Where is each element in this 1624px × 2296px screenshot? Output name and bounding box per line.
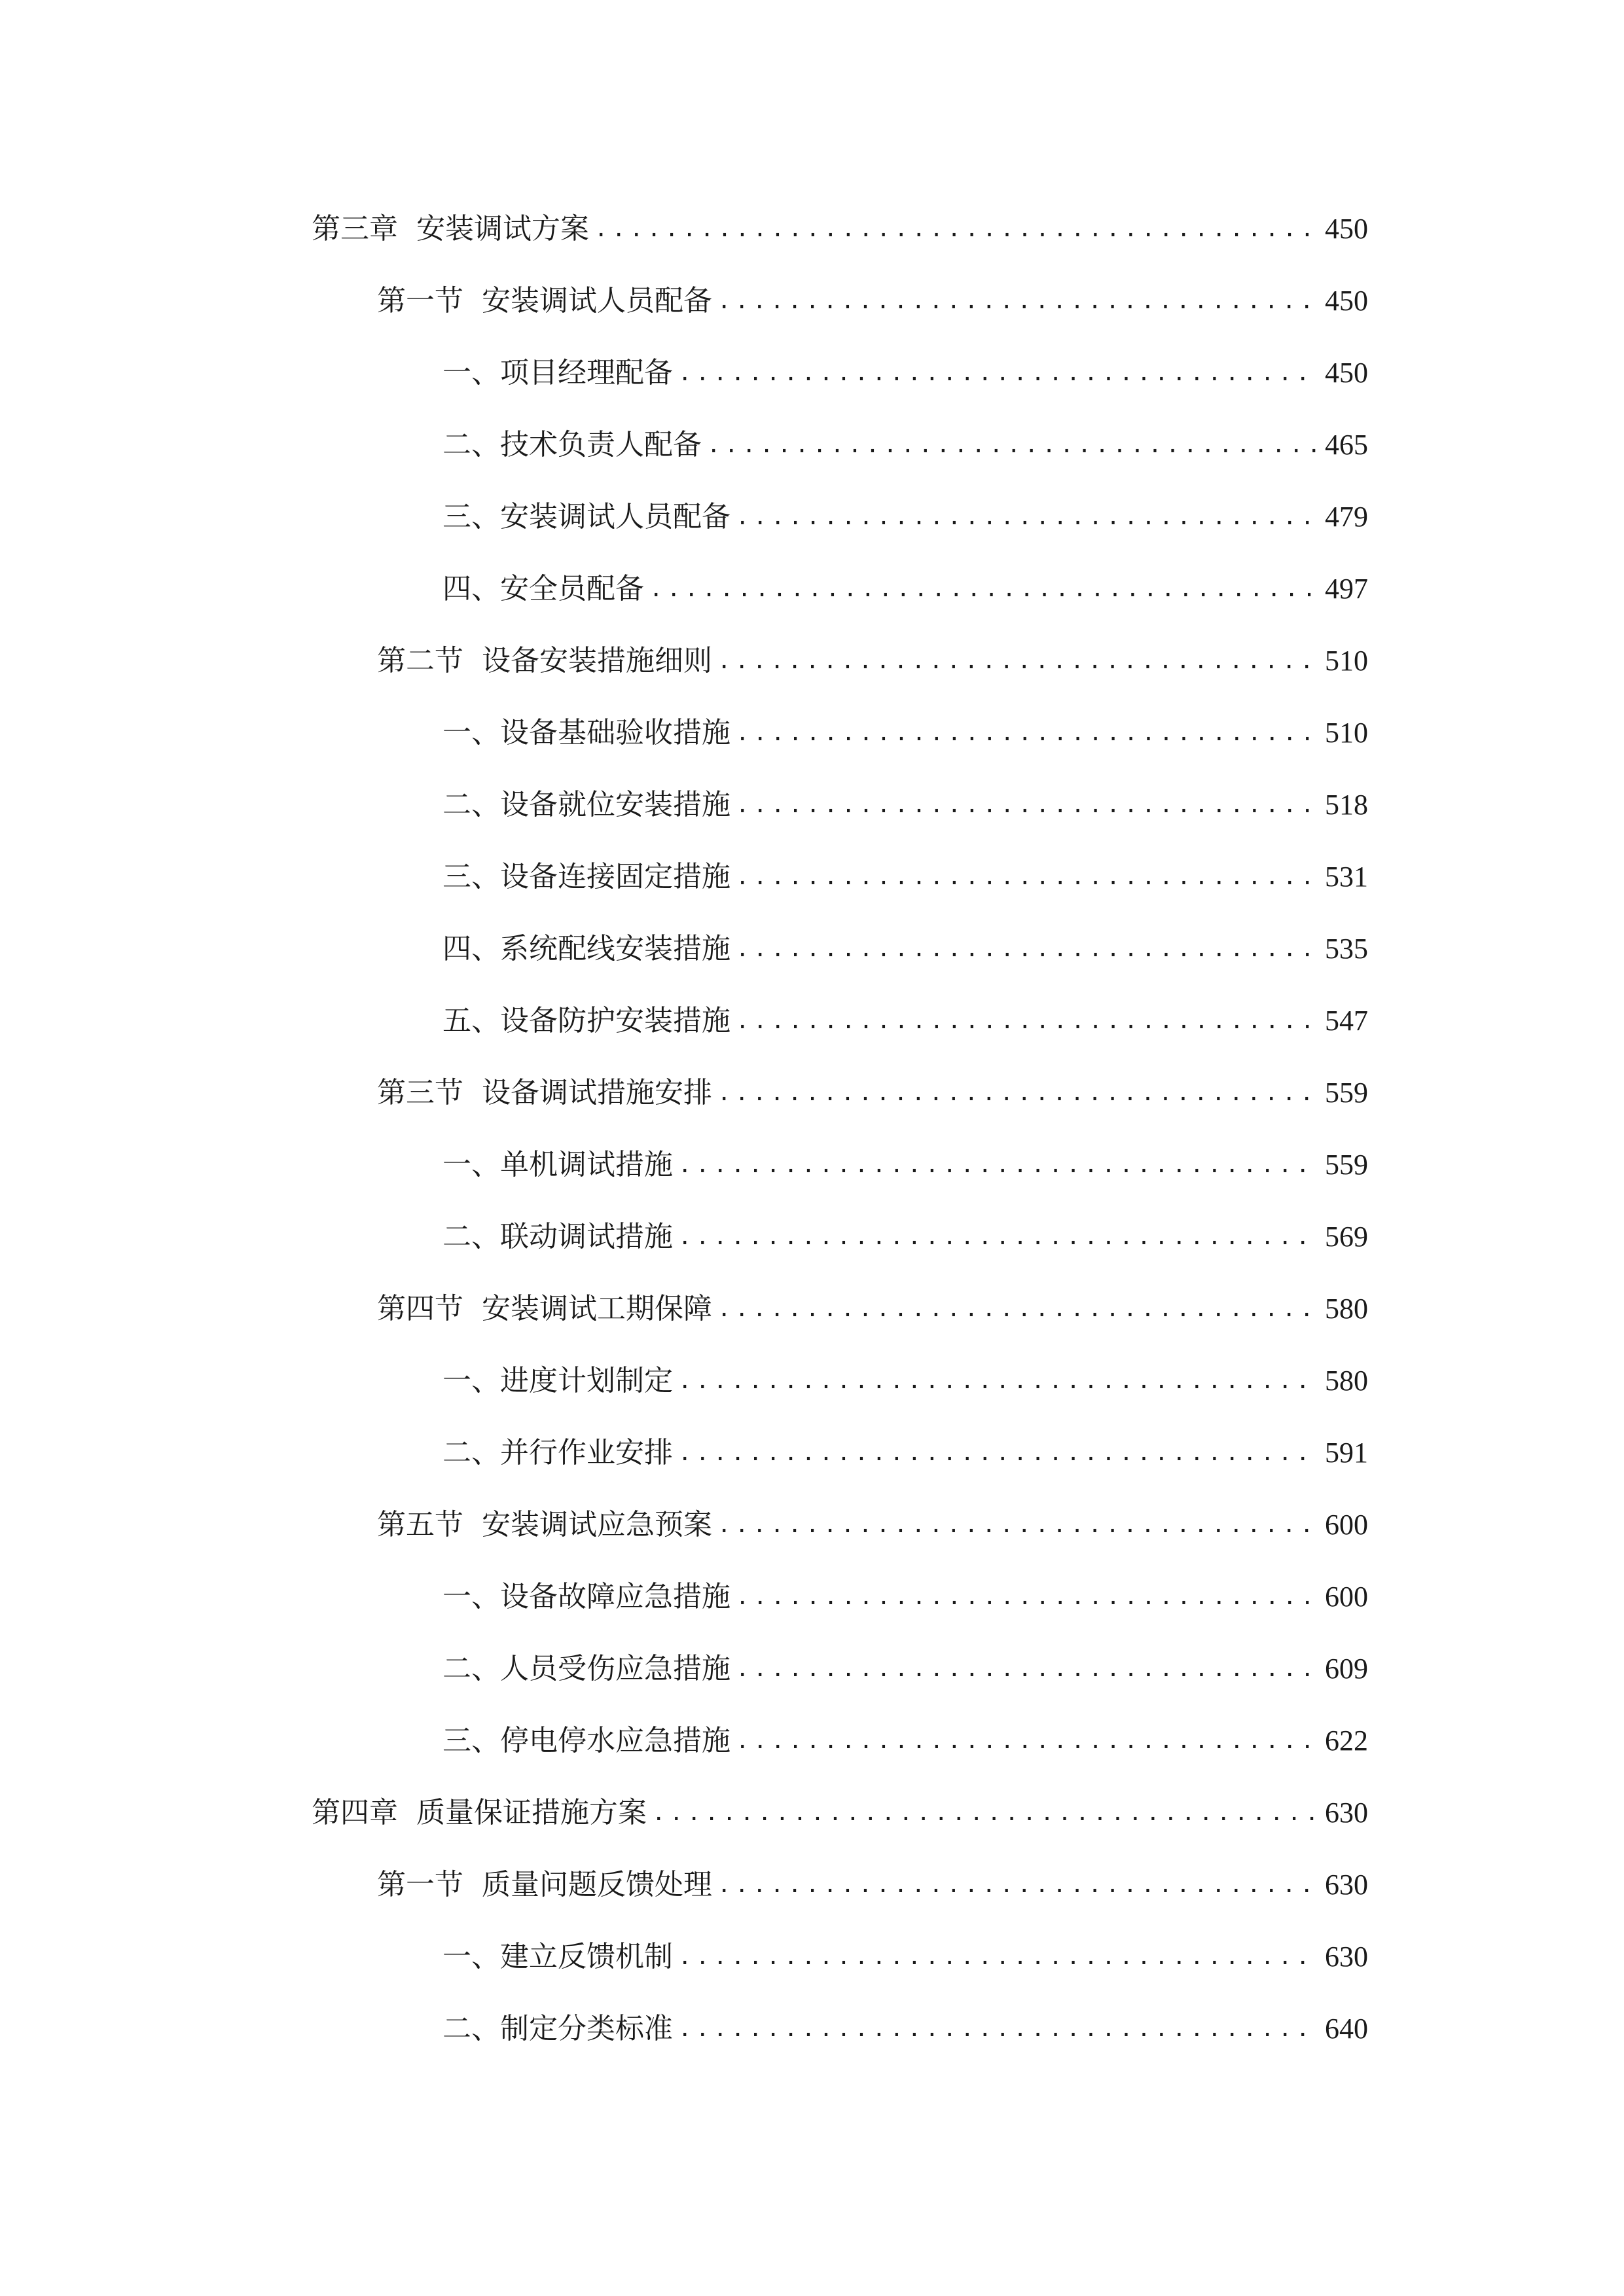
- dot-leader: [736, 1715, 1316, 1767]
- toc-entry-number: 二、: [442, 2012, 500, 2045]
- toc-entry-title: 设备安装措施细则: [482, 644, 712, 677]
- toc-entry-subsection[interactable]: [442, 923, 1368, 975]
- toc-entry-title: 进度计划制定: [500, 1364, 673, 1397]
- toc-row: [0, 1643, 1624, 1695]
- toc-entry-section[interactable]: [377, 275, 1368, 327]
- toc-entry-title: 质量问题反馈处理: [482, 1868, 712, 1901]
- toc-entry-number: 一、: [442, 1940, 500, 1973]
- toc-row: [0, 1787, 1624, 1839]
- dot-leader: [736, 923, 1316, 975]
- toc-entry-subsection[interactable]: [442, 851, 1368, 903]
- toc-row: [0, 275, 1624, 327]
- toc-entry-subsection[interactable]: [442, 707, 1368, 759]
- toc-entry-page-number: 518: [1325, 789, 1368, 821]
- toc-entry-number: 一、: [442, 1148, 500, 1181]
- toc-entry-page-number: 559: [1325, 1077, 1368, 1109]
- toc-entry-number: 第一节: [377, 284, 463, 317]
- toc-row: [0, 1499, 1624, 1551]
- toc-entry-page-number: 569: [1325, 1221, 1368, 1253]
- toc-entry-number: 二、: [442, 788, 500, 821]
- dot-leader: [678, 1355, 1316, 1407]
- toc-row: [0, 635, 1624, 687]
- toc-row: [0, 1283, 1624, 1335]
- toc-entry-page-number: 580: [1325, 1365, 1368, 1397]
- dot-leader: [678, 1211, 1316, 1263]
- dot-leader: [678, 1139, 1316, 1191]
- toc-entry-section[interactable]: [377, 1283, 1368, 1335]
- toc-entry-page-number: 547: [1325, 1005, 1368, 1037]
- toc-entry-page-number: 535: [1325, 933, 1368, 965]
- toc-entry-subsection[interactable]: [442, 1211, 1368, 1263]
- toc-entry-section[interactable]: [377, 635, 1368, 687]
- toc-entry-page-number: 531: [1325, 861, 1368, 893]
- toc-entry-number: 四、: [442, 932, 500, 965]
- toc-entry-subsection[interactable]: [442, 1139, 1368, 1191]
- dot-leader: [736, 1571, 1316, 1623]
- toc-entry-chapter[interactable]: [312, 1787, 1368, 1839]
- toc-entry-page-number: 450: [1325, 357, 1368, 389]
- toc-entry-title: 建立反馈机制: [500, 1940, 673, 1973]
- toc-row: [0, 707, 1624, 759]
- toc-row: [0, 1859, 1624, 1911]
- toc-entry-number: 二、: [442, 1220, 500, 1253]
- toc-entry-title: 系统配线安装措施: [500, 932, 731, 965]
- dot-leader: [736, 707, 1316, 759]
- toc-entry-number: 第五节: [377, 1508, 463, 1541]
- toc-entry-number: 二、: [442, 1652, 500, 1685]
- toc-entry-page-number: 479: [1325, 501, 1368, 533]
- toc-row: [0, 491, 1624, 543]
- toc-entry-subsection[interactable]: [442, 1571, 1368, 1623]
- dot-leader: [707, 419, 1316, 471]
- toc-entry-page-number: 450: [1325, 213, 1368, 245]
- toc-entry-page-number: 465: [1325, 429, 1368, 461]
- toc-entry-subsection[interactable]: [442, 419, 1368, 471]
- toc-entry-page-number: 630: [1325, 1797, 1368, 1829]
- toc-entry-page-number: 510: [1325, 717, 1368, 749]
- dot-leader: [649, 563, 1316, 615]
- toc-entry-section[interactable]: [377, 1067, 1368, 1119]
- dot-leader: [678, 2003, 1316, 2055]
- toc-row: [0, 2003, 1624, 2055]
- toc-row: [0, 1067, 1624, 1119]
- toc-entry-number: 三、: [442, 1724, 500, 1757]
- toc-row: [0, 1427, 1624, 1479]
- toc-entry-title: 安装调试应急预案: [482, 1508, 712, 1541]
- toc-entry-page-number: 591: [1325, 1437, 1368, 1469]
- toc-entry-title: 制定分类标准: [500, 2012, 673, 2045]
- toc-row: [0, 419, 1624, 471]
- toc-entry-subsection[interactable]: [442, 995, 1368, 1047]
- dot-leader: [717, 1499, 1316, 1551]
- dot-leader: [717, 275, 1316, 327]
- dot-leader: [736, 491, 1316, 543]
- toc-entry-subsection[interactable]: [442, 2003, 1368, 2055]
- toc-entry-number: 一、: [442, 356, 500, 389]
- toc-entry-number: 二、: [442, 428, 500, 461]
- dot-leader: [717, 1067, 1316, 1119]
- toc-entry-title: 单机调试措施: [500, 1148, 673, 1181]
- toc-row: [0, 995, 1624, 1047]
- toc-entry-title: 质量保证措施方案: [416, 1796, 647, 1829]
- toc-entry-title: 安装调试人员配备: [482, 284, 712, 317]
- toc-entry-title: 安装调试方案: [416, 212, 589, 245]
- toc-entry-number: 第三章: [312, 212, 398, 245]
- toc-entry-title: 设备基础验收措施: [500, 716, 731, 749]
- toc-row: [0, 1715, 1624, 1767]
- toc-entry-page-number: 600: [1325, 1509, 1368, 1541]
- toc-row: [0, 851, 1624, 903]
- dot-leader: [736, 995, 1316, 1047]
- toc-entry-title: 项目经理配备: [500, 356, 673, 389]
- toc-entry-page-number: 609: [1325, 1653, 1368, 1685]
- toc-row: [0, 1931, 1624, 1983]
- toc-entry-number: 二、: [442, 1436, 500, 1469]
- toc-entry-title: 停电停水应急措施: [500, 1724, 731, 1757]
- toc-entry-title: 安装调试人员配备: [500, 500, 731, 533]
- toc-entry-title: 设备防护安装措施: [500, 1004, 731, 1037]
- toc-entry-subsection[interactable]: [442, 347, 1368, 399]
- toc-row: [0, 203, 1624, 255]
- toc-entry-title: 人员受伤应急措施: [500, 1652, 731, 1685]
- toc-entry-subsection[interactable]: [442, 491, 1368, 543]
- toc-entry-number: 三、: [442, 500, 500, 533]
- toc-entry-page-number: 630: [1325, 1941, 1368, 1973]
- toc-entry-section[interactable]: [377, 1859, 1368, 1911]
- toc-entry-title: 设备故障应急措施: [500, 1580, 731, 1613]
- dot-leader: [736, 851, 1316, 903]
- toc-entry-page-number: 580: [1325, 1293, 1368, 1325]
- toc-entry-number: 一、: [442, 1364, 500, 1397]
- dot-leader: [594, 203, 1316, 255]
- dot-leader: [717, 635, 1316, 687]
- toc-entry-page-number: 510: [1325, 645, 1368, 677]
- toc-entry-number: 第二节: [377, 644, 463, 677]
- toc-entry-page-number: 600: [1325, 1581, 1368, 1613]
- toc-row: [0, 563, 1624, 615]
- dot-leader: [717, 1859, 1316, 1911]
- toc-row: [0, 1211, 1624, 1263]
- dot-leader: [678, 1931, 1316, 1983]
- dot-leader: [652, 1787, 1316, 1839]
- toc-entry-title: 联动调试措施: [500, 1220, 673, 1253]
- toc-entry-subsection[interactable]: [442, 563, 1368, 615]
- toc-entry-number: 第三节: [377, 1076, 463, 1109]
- toc-entry-chapter[interactable]: [312, 203, 1368, 255]
- toc-entry-subsection[interactable]: [442, 1427, 1368, 1479]
- toc-entry-title: 设备连接固定措施: [500, 860, 731, 893]
- toc-entry-number: 一、: [442, 716, 500, 749]
- toc-entry-number: 四、: [442, 572, 500, 605]
- toc-entry-number: 第四章: [312, 1796, 398, 1829]
- toc-entry-title: 安全员配备: [500, 572, 644, 605]
- toc-entry-section[interactable]: [377, 1499, 1368, 1551]
- toc-entry-page-number: 497: [1325, 573, 1368, 605]
- dot-leader: [717, 1283, 1316, 1335]
- toc-entry-subsection[interactable]: [442, 779, 1368, 831]
- toc-entry-title: 设备就位安装措施: [500, 788, 731, 821]
- toc-entry-subsection[interactable]: [442, 1643, 1368, 1695]
- toc-entry-subsection[interactable]: [442, 1715, 1368, 1767]
- toc-entry-title: 设备调试措施安排: [482, 1076, 712, 1109]
- toc-row: [0, 1139, 1624, 1191]
- dot-leader: [736, 779, 1316, 831]
- dot-leader: [678, 1427, 1316, 1479]
- toc-entry-number: 第一节: [377, 1868, 463, 1901]
- toc-row: [0, 1571, 1624, 1623]
- toc-entry-page-number: 450: [1325, 285, 1368, 317]
- toc-entry-number: 三、: [442, 860, 500, 893]
- dot-leader: [678, 347, 1316, 399]
- toc-entry-page-number: 622: [1325, 1725, 1368, 1757]
- toc-entry-page-number: 640: [1325, 2013, 1368, 2045]
- toc-entry-title: 安装调试工期保障: [482, 1292, 712, 1325]
- toc-entry-subsection[interactable]: [442, 1931, 1368, 1983]
- toc-entry-page-number: 630: [1325, 1869, 1368, 1901]
- toc-row: [0, 923, 1624, 975]
- toc-row: [0, 779, 1624, 831]
- toc-entry-subsection[interactable]: [442, 1355, 1368, 1407]
- toc-row: [0, 1355, 1624, 1407]
- dot-leader: [736, 1643, 1316, 1695]
- toc-entry-number: 一、: [442, 1580, 500, 1613]
- toc-row: [0, 347, 1624, 399]
- toc-entry-title: 并行作业安排: [500, 1436, 673, 1469]
- toc-entry-page-number: 559: [1325, 1149, 1368, 1181]
- toc-entry-title: 技术负责人配备: [500, 428, 702, 461]
- toc-entry-number: 五、: [442, 1004, 500, 1037]
- toc-entry-number: 第四节: [377, 1292, 463, 1325]
